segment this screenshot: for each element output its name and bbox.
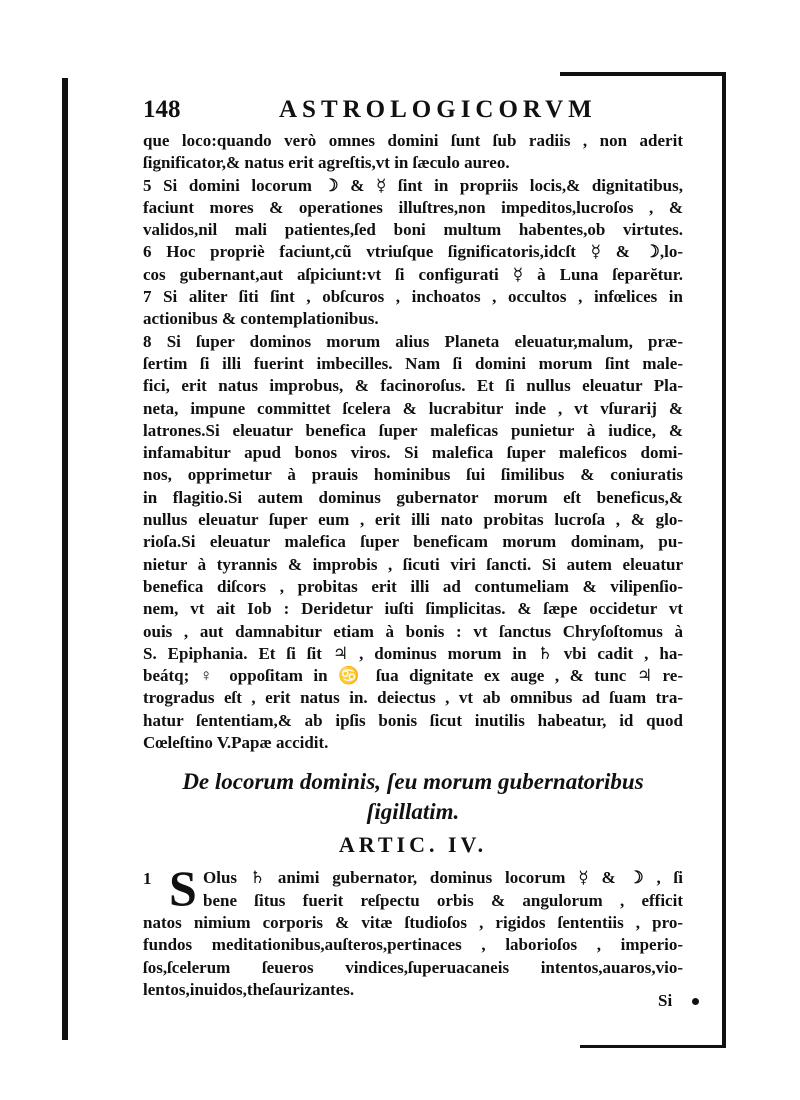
page-number: 148 bbox=[143, 96, 181, 123]
text-line: beátq; ♀ oppoſitam in ♋ ſua dignitate ex auge , & tunc ♃ re- bbox=[143, 666, 683, 686]
text-line: trogradus eſt , erit natus in. deiectus , vt ab omnibus ad ſuam tra- bbox=[143, 688, 683, 708]
text-line: ſignificator,& natus erit agreſtis,vt in ſæculo aureo. bbox=[143, 153, 510, 173]
text-line: validos,nil mali patientes,ſed boni multum habentes,ob virtutes. bbox=[143, 220, 683, 240]
text-line: nullus eleuatur ſuper eum , erit illi nato probitas lucroſa , & glo- bbox=[143, 510, 683, 530]
text-line: que loco:quando verò omnes domini ſunt ſub radiis , non aderit bbox=[143, 131, 683, 150]
text-line: 8 Si ſuper dominos morum alius Planeta eleuatur,malum, præ- bbox=[143, 331, 683, 351]
catchword: Si bbox=[658, 991, 673, 1010]
text-line: lentos,inuidos,theſaurizantes. bbox=[143, 979, 355, 999]
text-line: neta, impune committet ſcelera & lucrabitur inde , vt vſurarij & bbox=[143, 398, 683, 418]
article-heading: ARTIC. IV. bbox=[338, 832, 488, 858]
text-line: infamabitur apud bonos viros. Si malefica ſuper maleficos domi- bbox=[143, 443, 683, 463]
page-bottom-edge bbox=[580, 1045, 726, 1048]
page-text-block bbox=[143, 96, 683, 1001]
body-text bbox=[143, 130, 683, 754]
text-line: faciunt mores & operationes illuſtres,non impeditos,lucroſos , & bbox=[143, 197, 683, 217]
section-title-continued: ſigillatim. bbox=[366, 799, 460, 825]
text-line: fundos meditationibus,auſteros,pertinaces , laborioſos , imperio- bbox=[143, 935, 683, 955]
article-paragraph bbox=[143, 860, 683, 1001]
text-line: actionibus & contemplationibus. bbox=[143, 309, 379, 329]
text-line: nem, vt ait Iob : Deridetur iuſti ſimplicitas. & ſæpe occidetur vt bbox=[143, 599, 683, 619]
text-line: bene ſitus fuerit reſpectu orbis & angulorum , efficit bbox=[203, 890, 683, 910]
page-top-edge bbox=[560, 72, 726, 76]
text-line: cos gubernant,aut aſpiciunt:vt ſi configurati ☿ à Luna ſeparĕtur. bbox=[143, 264, 683, 284]
text-line: 6 Hoc propriè faciunt,cũ vtriuſque ſignificatoris,idcſt ☿ & ☽,lo- bbox=[143, 242, 683, 262]
text-line: nietur à tyrannis & improbis , ſicuti viri ſancti. Si autem eleuatur bbox=[143, 554, 683, 574]
section-title: De locorum dominis, ſeu morum gubernatoribus bbox=[182, 769, 644, 795]
text-line: 7 Si aliter ſiti ſint , obſcuros , inchoatos , occultos , infœlices in bbox=[143, 287, 683, 307]
text-line: ouis , aut damnabitur etiam à bonis : vt ſanctus Chryſoſtomus à bbox=[143, 621, 683, 641]
bullet-ornament-icon bbox=[692, 998, 699, 1005]
text-line: 5 Si domini locorum ☽ & ☿ ſint in propriis locis,& dignitatibus, bbox=[143, 175, 683, 195]
text-line: latrones.Si eleuatur benefica ſuper maleficas punietur à iudice, & bbox=[143, 420, 683, 440]
text-line: rioſa.Si eleuatur malefica ſuper beneficam morum dominam, pu- bbox=[143, 532, 683, 552]
text-line: Olus ♄ animi gubernator, dominus locorum ☿ & ☽ , ſi bbox=[203, 868, 683, 888]
text-line: Cœleſtino V.Papæ accidit. bbox=[143, 733, 329, 753]
page-spine-shadow bbox=[62, 78, 68, 1040]
text-line: ſertim ſi illi fuerint imbecilles. Nam ſi domini morum ſint male- bbox=[143, 353, 683, 373]
text-line: natos nimium corporis & vitæ ſtudioſos , rigidos ſententiis , pro- bbox=[143, 912, 683, 932]
text-line: in flagitio.Si autem dominus gubernator morum eſt beneficus,& bbox=[143, 487, 683, 507]
text-line: benefica diſcors , probitas erit illi ad contumeliam & vilipenſio- bbox=[143, 576, 683, 596]
text-line: S. Epiphania. Et ſi ſit ♃ , dominus morum in ♄ vbi cadit , ha- bbox=[143, 643, 683, 663]
text-line: nos, opprimetur à prauis hominibus ſui ſimilibus & coniuratis bbox=[143, 465, 683, 485]
page-right-edge bbox=[722, 72, 726, 1048]
running-title: ASTROLOGICORVM bbox=[279, 96, 597, 123]
text-line: hatur ſententiam,& ab ipſis bonis ſicut inutilis habeatur, id quod bbox=[143, 710, 683, 730]
text-line: fici, erit natus improbus, & facinoroſus. Et ſi nullus eleuatur Pla- bbox=[143, 376, 683, 396]
article-number: 1 bbox=[143, 869, 152, 889]
text-line: ſos,ſcelerum ſeueros vindices,ſuperuacaneis intentos,auaros,vio- bbox=[143, 957, 683, 977]
drop-cap-initial: S bbox=[169, 860, 197, 917]
page-header bbox=[143, 96, 683, 130]
